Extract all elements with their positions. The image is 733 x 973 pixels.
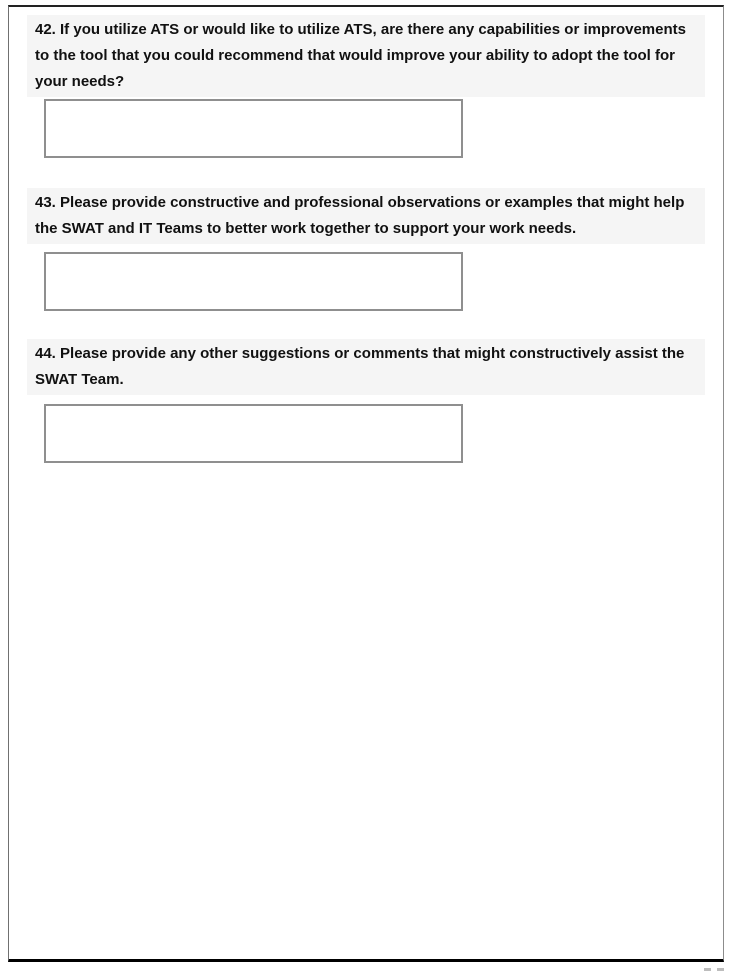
question-42-text: 42. If you utilize ATS or would like to utilize ATS, are there any capabilities or improvements to the tool that you could recommend that would improve your ability to adopt the tool for your needs? [35,21,686,90]
question-43-answer-input[interactable] [44,252,463,311]
clipped-page-number-marks [704,968,730,972]
question-43-text: 43. Please provide constructive and professional observations or examples that might help the SWAT and IT Teams to better work together to support your work needs. [35,194,685,237]
question-42-answer-input[interactable] [44,99,463,158]
question-group-42 [27,15,723,158]
question-44-text: 44. Please provide any other suggestions or comments that might constructively assist the SWAT Team. [35,345,685,388]
clipped-mark [717,968,724,971]
question-42-block [27,15,705,97]
question-group-44 [27,339,723,463]
question-43-block [27,188,705,244]
clipped-mark [704,968,711,971]
question-44-answer-input[interactable] [44,404,463,463]
question-44-block [27,339,705,395]
question-group-43 [27,188,723,311]
document-page [8,5,724,962]
